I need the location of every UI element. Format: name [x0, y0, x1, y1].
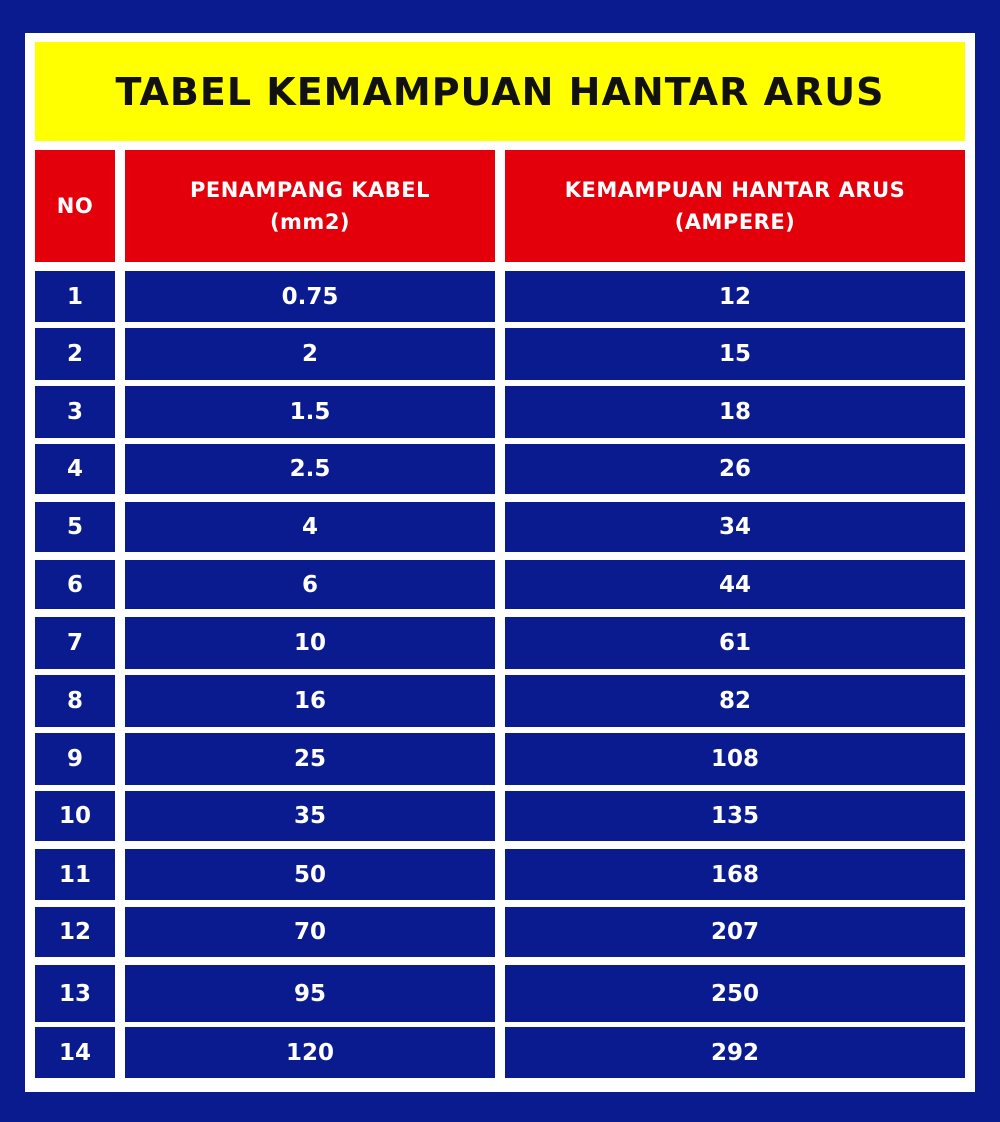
header-no-label: NO — [56, 194, 94, 218]
cell-penampang: 10 — [125, 617, 495, 669]
table-row — [0, 502, 1000, 552]
cell-kemampuan-hantar-arus: 18 — [505, 386, 965, 438]
table-row — [0, 560, 1000, 609]
cell-no: 14 — [35, 1027, 115, 1078]
cell-no: 2 — [35, 328, 115, 380]
cell-penampang: 95 — [125, 965, 495, 1022]
cell-kemampuan-hantar-arus: 250 — [505, 965, 965, 1022]
cell-penampang: 0.75 — [125, 271, 495, 322]
cell-no: 1 — [35, 271, 115, 322]
cell-penampang: 25 — [125, 733, 495, 785]
cell-kemampuan-hantar-arus: 292 — [505, 1027, 965, 1078]
header-kha-unit: (AMPERE) — [674, 210, 796, 234]
table-row — [0, 328, 1000, 380]
cell-kemampuan-hantar-arus: 168 — [505, 849, 965, 900]
cell-kemampuan-hantar-arus: 26 — [505, 444, 965, 494]
table-row — [0, 386, 1000, 438]
cell-penampang: 1.5 — [125, 386, 495, 438]
table-row — [0, 444, 1000, 494]
table-row — [0, 849, 1000, 900]
cell-no: 8 — [35, 675, 115, 727]
table-row — [0, 791, 1000, 841]
table-row — [0, 1027, 1000, 1078]
cell-kemampuan-hantar-arus: 135 — [505, 791, 965, 841]
table-row — [0, 675, 1000, 727]
cell-kemampuan-hantar-arus: 82 — [505, 675, 965, 727]
table-row — [0, 907, 1000, 957]
cell-penampang: 2 — [125, 328, 495, 380]
cell-no: 13 — [35, 965, 115, 1022]
cell-no: 3 — [35, 386, 115, 438]
header-kha-label: KEMAMPUAN HANTAR ARUS — [564, 178, 906, 202]
header-penampang-kabel — [125, 150, 495, 262]
cell-penampang: 4 — [125, 502, 495, 552]
header-kemampuan-hantar-arus — [505, 150, 965, 262]
cell-penampang: 70 — [125, 907, 495, 957]
header-penampang-unit: (mm2) — [269, 210, 351, 234]
cell-penampang: 2.5 — [125, 444, 495, 494]
cell-kemampuan-hantar-arus: 207 — [505, 907, 965, 957]
cell-kemampuan-hantar-arus: 34 — [505, 502, 965, 552]
table-row — [0, 271, 1000, 322]
table-row — [0, 617, 1000, 669]
cell-kemampuan-hantar-arus: 15 — [505, 328, 965, 380]
cell-no: 10 — [35, 791, 115, 841]
cell-penampang: 35 — [125, 791, 495, 841]
cell-penampang: 16 — [125, 675, 495, 727]
cell-no: 12 — [35, 907, 115, 957]
cell-no: 11 — [35, 849, 115, 900]
cell-penampang: 50 — [125, 849, 495, 900]
table-row — [0, 733, 1000, 785]
cell-kemampuan-hantar-arus: 61 — [505, 617, 965, 669]
cell-penampang: 120 — [125, 1027, 495, 1078]
table-row — [0, 965, 1000, 1022]
cell-no: 9 — [35, 733, 115, 785]
cell-no: 5 — [35, 502, 115, 552]
page-title: TABEL KEMAMPUAN HANTAR ARUS — [115, 69, 885, 114]
cell-kemampuan-hantar-arus: 44 — [505, 560, 965, 609]
header-penampang-label: PENAMPANG KABEL — [189, 178, 431, 202]
cell-no: 6 — [35, 560, 115, 609]
cell-kemampuan-hantar-arus: 108 — [505, 733, 965, 785]
cell-no: 7 — [35, 617, 115, 669]
cell-penampang: 6 — [125, 560, 495, 609]
title-banner — [35, 42, 965, 141]
header-no — [35, 150, 115, 262]
cell-no: 4 — [35, 444, 115, 494]
cell-kemampuan-hantar-arus: 12 — [505, 271, 965, 322]
